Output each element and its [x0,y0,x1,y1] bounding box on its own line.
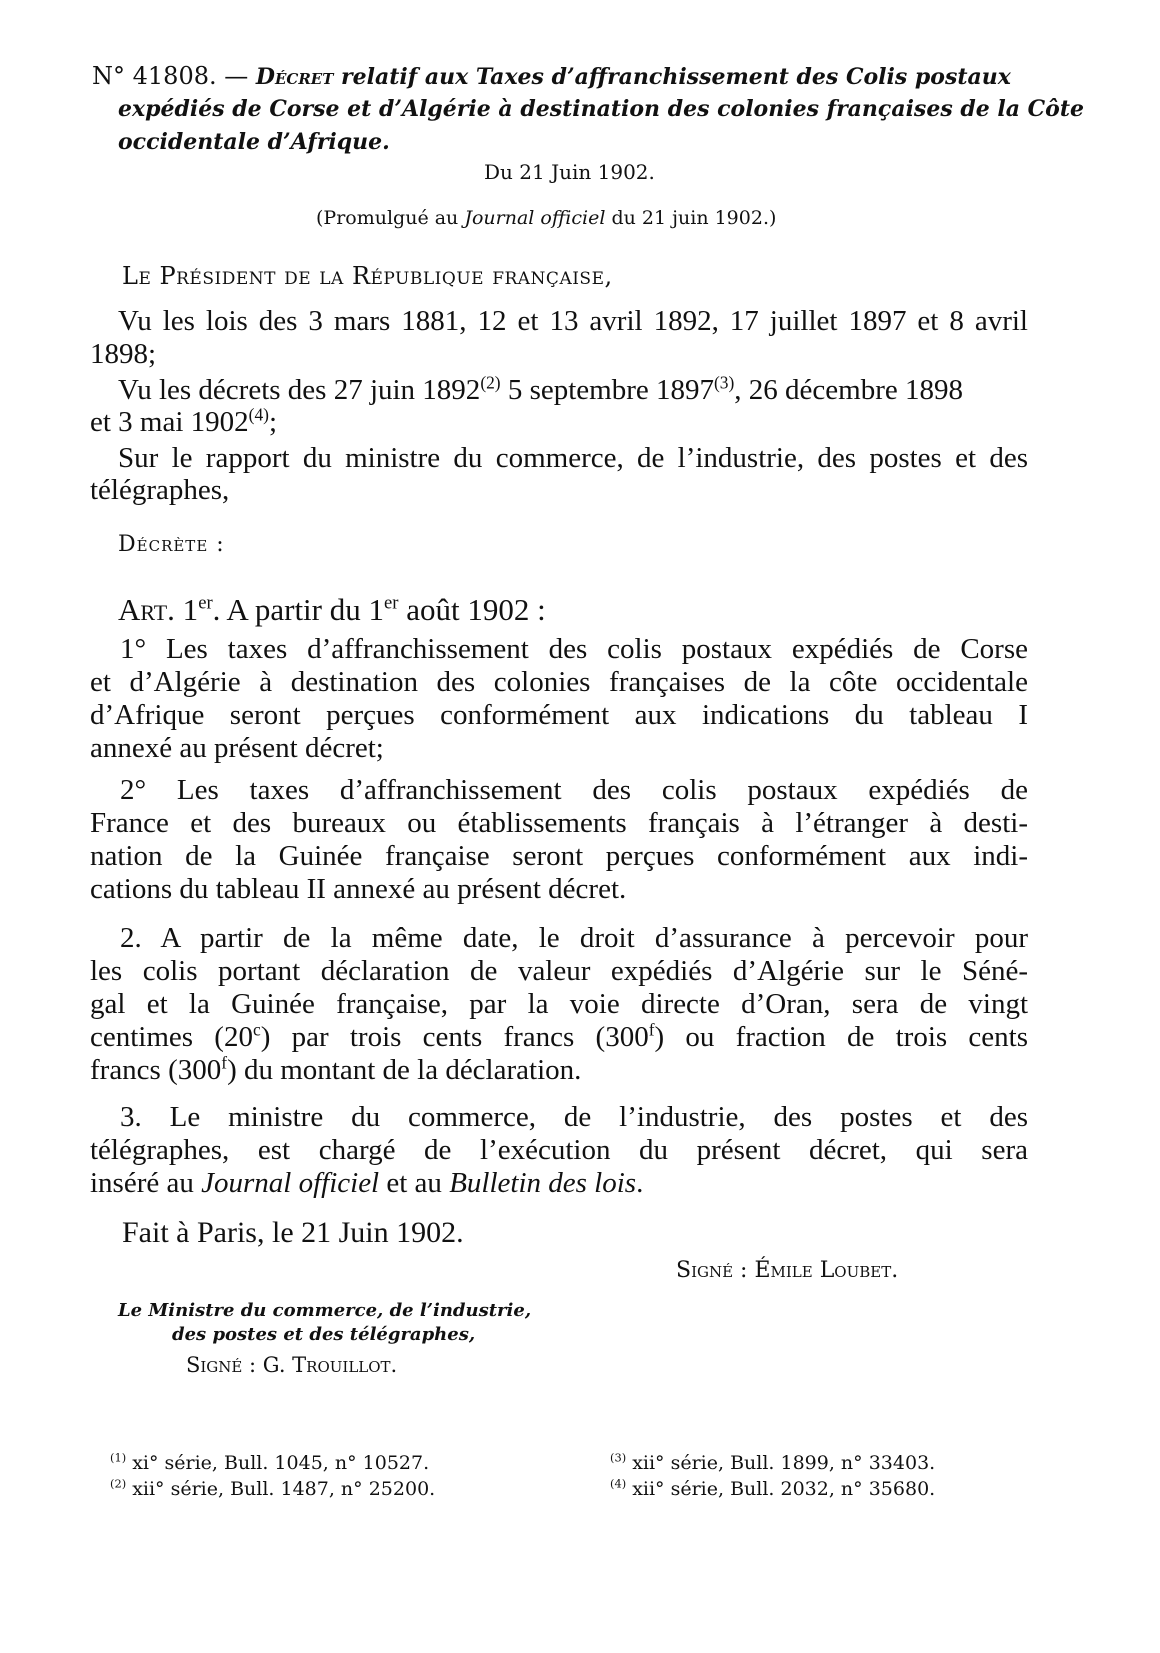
article-1-para-2-line-2: France et des bureaux ou établissements français à l’étranger à desti- [90,807,1028,839]
article-2-line-2: les colis portant déclaration de valeur expédiés d’Algérie sur le Séné- [90,955,1028,987]
footnote-3: $^{(3)}$ xii° série, Bull. 1899, n° 33403. [610,1450,936,1474]
article-1-para-2-line-3: nation de la Guinée française seront perçues conformément aux indi- [90,840,1028,872]
signature-minister: Signé : G. Trouillot. [186,1353,398,1377]
footnote-mark-3: (3) [610,1450,627,1465]
decree-title-part: relatif aux Taxes d’affranchissement des Colis postaux [333,64,1011,90]
president-line: Le Président de la République française, [122,262,613,290]
article-3-line-2: télégraphes, est chargé de l’exécution du présent décret, qui sera [90,1134,1028,1166]
article-1-para-2-line-1: 2° Les taxes d’affranchissement des colis postaux expédiés de [120,774,1028,806]
vu-decrets-line-2: et 3 mai 1902$^{(4)}$; [90,404,278,438]
footnote-2: $^{(2)}$ xii° série, Bull. 1487, n° 25200. [110,1476,436,1500]
article-2-line-5: francs (300$^f$) du montant de la déclaration. [90,1052,582,1086]
decree-number: N° 41808. — [92,62,256,90]
article-2-line-1: 2. A partir de la même date, le droit d’assurance à percevoir pour [120,922,1028,954]
article-2-line-3: gal et la Guinée française, par la voie directe d’Oran, sera de vingt [90,988,1028,1020]
footnote-ref-2: (2) [480,372,501,393]
article-3-line-1: 3. Le ministre du commerce, de l’industrie, des postes et des [120,1101,1028,1133]
minister-title-line-2: des postes et des télégraphes, [172,1324,476,1345]
footnote-4: $^{(4)}$ xii° série, Bull. 2032, n° 35680. [610,1476,936,1500]
vu-lois-line-1: Vu les lois des 3 mars 1881, 12 et 13 avril 1892, 17 juillet 1897 et 8 avril [118,305,1028,337]
promulgation-note: (Promulgué au Journal officiel du 21 juin 1902.) [316,207,777,229]
decree-header-line-3: occidentale d’Afrique. [118,129,390,155]
decree-date: Du 21 Juin 1902. [484,160,655,184]
minister-title-line-1: Le Ministre du commerce, de l’industrie, [118,1300,532,1321]
decrete-heading: Décrète : [118,532,225,557]
article-3-line-3: inséré au Journal officiel et au Bulletin des lois. [90,1167,644,1199]
article-1-heading: Art. 1er. A partir du 1er août 1902 : [118,592,546,627]
footnote-mark-4: (4) [610,1476,627,1491]
vu-lois-line-2: 1898; [90,338,157,370]
footnote-mark-1: (1) [110,1450,127,1465]
bulletin-des-lois-ref: Bulletin des lois [449,1167,637,1199]
article-1-para-1-line-4: annexé au présent décret; [90,732,384,764]
article-1-para-1-line-1: 1° Les taxes d’affranchissement des colis postaux expédiés de Corse [120,633,1028,665]
article-1-para-1-line-2: et d’Algérie à destination des colonies françaises de la côte occidentale [90,666,1028,698]
footnote-1: $^{(1)}$ xi° série, Bull. 1045, n° 10527. [110,1450,430,1474]
fait-a-paris: Fait à Paris, le 21 Juin 1902. [122,1216,464,1249]
article-1-para-2-line-4: cations du tableau II annexé au présent décret. [90,873,627,905]
decree-keyword: Décret [255,64,334,90]
signature-president: Signé : Émile Loubet. [676,1258,899,1283]
journal-officiel-ref: Journal officiel [464,207,606,229]
rapport-line-1: Sur le rapport du ministre du commerce, de l’industrie, des postes et des [118,442,1028,474]
journal-officiel-ref-2: Journal officiel [201,1167,380,1199]
decree-header-line-1 [92,62,1011,90]
article-2-line-4: centimes (20$^c$) par trois cents francs (300$^f$) ou fraction de trois cents [90,1019,1029,1053]
footnote-ref-3: (3) [714,372,735,393]
footnote-mark-2: (2) [110,1476,127,1491]
vu-decrets-line-1: Vu les décrets des 27 juin 1892$^{(2)}$ 5 septembre 1897$^{(3)}$, 26 décembre 1898 [118,372,963,406]
rapport-line-2: télégraphes, [90,474,230,506]
decree-header-line-2: expédiés de Corse et d’Algérie à destination des colonies françaises de la Côte [118,96,1085,122]
article-1-para-1-line-3: d’Afrique seront perçues conformément aux indications du tableau I [90,699,1028,731]
footnote-ref-4: (4) [248,404,269,425]
